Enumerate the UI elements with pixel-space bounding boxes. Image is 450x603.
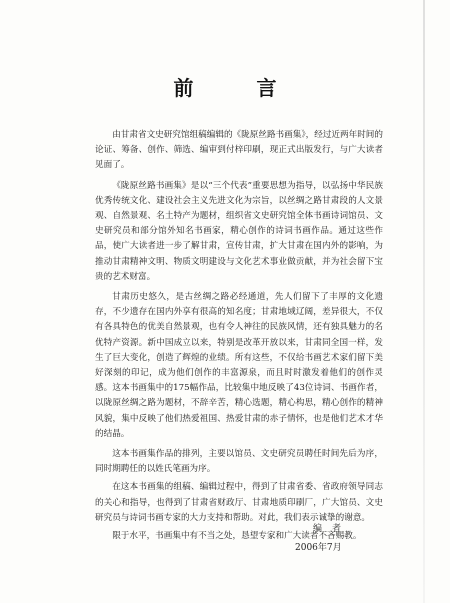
date-line: 2006年7月 [295, 543, 342, 553]
preface-body [95, 128, 383, 547]
paragraph-4: 这本书画集作品的排列，主要以馆员、文史研究员聘任时间先后为序，同时期聘任的以姓氏笔画为序。 [95, 449, 383, 475]
paragraph-6: 限于水平，书画集中有不当之处，恳望专家和广大读者不吝赐教。 [112, 531, 362, 542]
signature: 编者 [313, 524, 352, 534]
page-title: 前 言 [173, 76, 305, 100]
paragraph-5: 在这本书画集的组稿、编辑过程中，得到了甘肃省委、省政府领导同志的关心和指导，也得到了甘肃省财政厅、甘肃地质印刷厂，广大馆员、文史研究员与诗词书画专家的大力支持和帮助。对此，我们表示诚挚的谢意。 [95, 482, 383, 523]
paragraph-3: 甘肃历史悠久，是古丝绸之路必经通道，先人们留下了丰厚的文化遗存，不少遗存在国内外享有很高的知名度；甘肃地域辽阔，差异很大，不仅有各具特色的优美自然景观，也有令人神往的民族风情，还有独具魅力的名优特产资源。新中国成立以来，特别是改革开放以来，甘肃同全国一样，发生了巨大变化，创造了辉煌的业绩。所有这些，不仅给书画艺术家们留下美好深刻的印记，成为他们创作的丰富源泉，而且时时激发着他们的创作灵感。这本书画集中的175幅作品，比较集中地反映了43位诗词、书画作者，以陇原丝绸之路为题材，不辞辛苦，精心选题，精心构思，精心创作的精神风貌，集中反映了他们热爱祖国、热爱甘肃的赤子情怀，也是他们艺术才华的结晶。 [95, 292, 383, 439]
paragraph-1: 由甘肃省文史研究馆组稿编辑的《陇原丝路书画集》，经过近两年时间的论证、筹备、创作、筛选、编审到付梓印刷，现正式出版发行，与广大读者见面了。 [95, 130, 383, 171]
paragraph-2: 《陇原丝路书画集》是以“三个代表”重要思想为指导，以弘扬中华民族优秀传统文化、建设社会主义先进文化为宗旨，以丝绸之路甘肃段的人文景观、自然景观、名土特产为题材，组织省文史研究馆全体书画诗词馆员、文史研究员和部分馆外知名书画家，精心创作的诗词书画作品。通过这些作品，使广大读者进一步了解甘肃，宣传甘肃，扩大甘肃在国内外的影响，为推动甘肃精神文明、物质文明建设与文化艺术事业做贡献，并为社会留下宝贵的艺术财富。 [95, 180, 383, 282]
scan-edge-shadow [423, 0, 425, 603]
